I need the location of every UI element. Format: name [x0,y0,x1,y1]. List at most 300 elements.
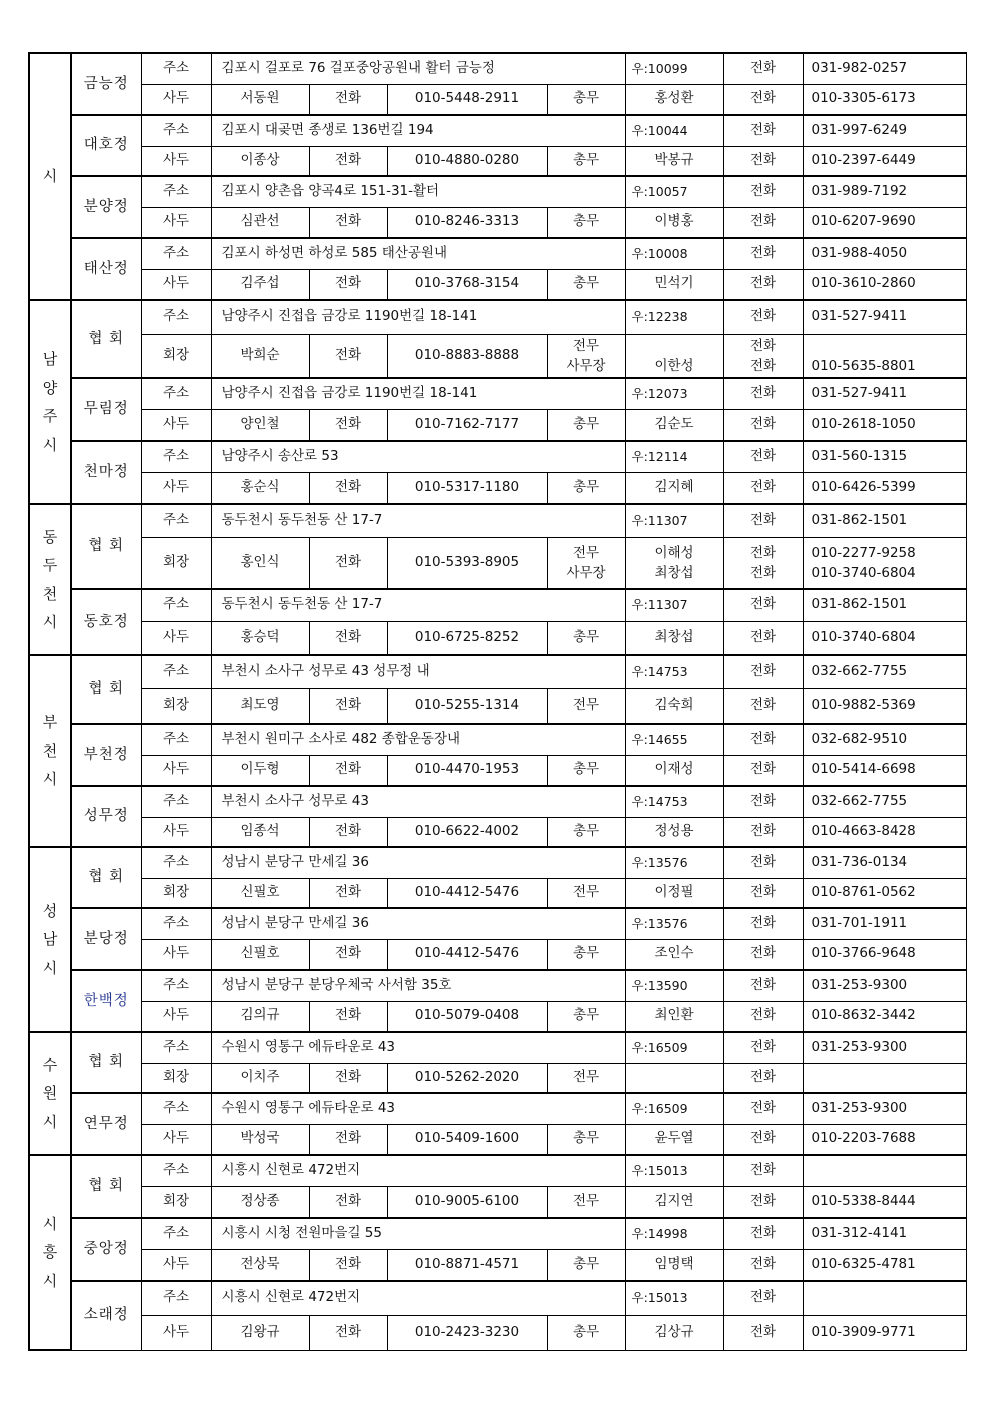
contact-row [29,1001,966,1032]
phone-label: 전화 [723,847,803,878]
address-label: 주소 [141,378,211,409]
contact-row [29,146,966,176]
address-row [29,786,966,817]
second-phone: 010-9882-5369 [803,688,966,724]
zip-code: 우:13590 [625,970,723,1001]
phone-label: 전화 [723,1124,803,1155]
person-title: 사두 [141,146,211,176]
group-name: 무림정 [71,378,141,441]
phone-label: 전화 [309,472,387,504]
person-phone: 010-8883-8888 [387,334,547,378]
region-name: 부 천 시 [29,655,71,847]
second-name: 조인수 [625,939,723,970]
phone-label: 전화 [723,409,803,441]
phone-label: 전화 [309,939,387,970]
person-name: 이두형 [211,755,309,786]
second-title: 총무 [547,409,625,441]
person-title: 사두 [141,1001,211,1032]
address-label: 주소 [141,1093,211,1124]
zip-code: 우:12073 [625,378,723,409]
address-value: 시흥시 신현로 472번지 [211,1155,625,1186]
zip-code: 우:15013 [625,1281,723,1315]
second-phone: 010-2397-6449 [803,146,966,176]
phone-label: 전화 [723,1063,803,1093]
group-name: 천마정 [71,441,141,504]
person-title: 사두 [141,409,211,441]
contact-row [29,207,966,238]
address-value: 시흥시 시청 전원마을길 55 [211,1218,625,1249]
phone-label: 전화 [723,939,803,970]
person-name: 홍인식 [211,537,309,589]
person-name: 최도영 [211,688,309,724]
second-name: 정성용 [625,817,723,847]
office-phone: 031-989-7192 [803,176,966,207]
second-title: 총무 [547,269,625,300]
contact-row [29,688,966,724]
phone-label: 전화 [723,1249,803,1281]
contact-row [29,409,966,441]
phone-label: 전화 [309,269,387,300]
person-name: 김의규 [211,1001,309,1032]
person-phone: 010-8871-4571 [387,1249,547,1281]
person-name: 이치주 [211,1063,309,1093]
office-phone: 031-527-9411 [803,300,966,334]
person-phone: 010-5262-2020 [387,1063,547,1093]
zip-code: 우:12238 [625,300,723,334]
phone-label: 전화 [723,970,803,1001]
phone-label: 전화 [723,207,803,238]
second-phone [803,1063,966,1093]
club-directory-table [28,52,967,1351]
phone-label-line-1: 전화 [749,337,777,354]
address-label: 주소 [141,441,211,472]
region-name: 수 원 시 [29,1032,71,1155]
second-title: 총무 [547,817,625,847]
address-value: 성남시 분당구 만세길 36 [211,847,625,878]
second-phone: 010-3740-6804 [803,621,966,655]
second-name: 김지혜 [625,472,723,504]
second-title-line-1: 전무 [572,544,600,561]
address-row [29,504,966,537]
phone-label-line-1: 전화 [749,544,777,561]
region-name: 동 두 천 시 [29,504,71,655]
phone-label: 전화 [723,817,803,847]
address-value: 남양주시 진접읍 금강로 1190번길 18-141 [211,378,625,409]
address-label: 주소 [141,504,211,537]
person-title: 회장 [141,537,211,589]
second-title: 총무 [547,146,625,176]
contact-row [29,472,966,504]
phone-label [723,537,803,589]
person-phone: 010-7162-7177 [387,409,547,441]
person-phone: 010-4412-5476 [387,939,547,970]
person-name: 서동원 [211,84,309,115]
address-row [29,970,966,1001]
second-name [625,334,723,378]
address-label: 주소 [141,589,211,621]
second-title: 총무 [547,207,625,238]
second-name-line-1 [626,336,723,356]
contact-row [29,878,966,908]
office-phone: 031-736-0134 [803,847,966,878]
address-row [29,1093,966,1124]
address-label: 주소 [141,1155,211,1186]
group-name: 소래정 [71,1281,141,1350]
person-phone: 010-5079-0408 [387,1001,547,1032]
person-title: 사두 [141,817,211,847]
second-title: 전무 [547,878,625,908]
phone-label: 전화 [309,1249,387,1281]
phone-label: 전화 [309,207,387,238]
address-value: 동두천시 동두천동 산 17-7 [211,589,625,621]
person-title: 회장 [141,1186,211,1218]
phone-label: 전화 [309,1124,387,1155]
group-name: 협 회 [71,655,141,724]
group-name: 대호정 [71,115,141,176]
phone-label: 전화 [309,1001,387,1032]
address-row [29,238,966,269]
address-row [29,300,966,334]
address-label: 주소 [141,970,211,1001]
person-title: 사두 [141,207,211,238]
office-phone: 032-682-9510 [803,724,966,755]
phone-label: 전화 [723,1093,803,1124]
address-value: 부천시 소사구 성무로 43 [211,786,625,817]
second-phone-line-1: 010-2277-9258 [811,544,916,561]
phone-label: 전화 [309,878,387,908]
contact-row [29,755,966,786]
person-name: 이종상 [211,146,309,176]
group-name: 연무정 [71,1093,141,1155]
second-phone: 010-3305-6173 [803,84,966,115]
person-phone: 010-5393-8905 [387,537,547,589]
contact-row [29,1315,966,1350]
phone-label: 전화 [723,688,803,724]
address-row [29,115,966,146]
address-value: 김포시 걸포로 76 걸포중앙공원내 활터 금능정 [211,53,625,84]
second-name: 최인환 [625,1001,723,1032]
address-label: 주소 [141,1281,211,1315]
phone-label: 전화 [723,238,803,269]
person-name: 임종석 [211,817,309,847]
second-phone: 010-8632-3442 [803,1001,966,1032]
address-label: 주소 [141,908,211,939]
office-phone [803,1281,966,1315]
person-phone: 010-9005-6100 [387,1186,547,1218]
phone-label: 전화 [723,176,803,207]
second-name: 김순도 [625,409,723,441]
second-title: 총무 [547,1315,625,1350]
phone-label: 전화 [723,621,803,655]
phone-label: 전화 [723,1155,803,1186]
zip-code: 우:13576 [625,908,723,939]
phone-label: 전화 [723,300,803,334]
group-name: 분양정 [71,176,141,238]
contact-row [29,84,966,115]
phone-label: 전화 [723,1186,803,1218]
address-row [29,847,966,878]
second-phone: 010-2618-1050 [803,409,966,441]
address-value: 부천시 원미구 소사로 482 종합운동장내 [211,724,625,755]
contact-row [29,1063,966,1093]
address-row [29,441,966,472]
phone-label: 전화 [309,688,387,724]
address-label: 주소 [141,238,211,269]
zip-code: 우:14998 [625,1218,723,1249]
address-value: 성남시 분당구 분당우체국 사서함 35호 [211,970,625,1001]
second-title-line-2: 사무장 [566,564,606,581]
second-phone: 010-6207-9690 [803,207,966,238]
phone-label-line-2: 전화 [749,564,777,581]
person-title: 사두 [141,1249,211,1281]
address-value: 남양주시 송산로 53 [211,441,625,472]
person-name: 심관선 [211,207,309,238]
second-title: 총무 [547,472,625,504]
second-phone: 010-3909-9771 [803,1315,966,1350]
person-title: 회장 [141,878,211,908]
second-title: 총무 [547,755,625,786]
second-title: 전무 [547,1063,625,1093]
address-label: 주소 [141,1032,211,1063]
person-name: 신필호 [211,939,309,970]
person-phone: 010-6725-8252 [387,621,547,655]
office-phone: 031-997-6249 [803,115,966,146]
address-label: 주소 [141,53,211,84]
address-row [29,589,966,621]
phone-label: 전화 [723,1281,803,1315]
phone-label: 전화 [309,334,387,378]
phone-label: 전화 [723,441,803,472]
second-phone-line-1 [812,336,966,356]
address-label: 주소 [141,115,211,146]
office-phone: 031-862-1501 [803,589,966,621]
person-name: 김주섭 [211,269,309,300]
second-title: 총무 [547,1001,625,1032]
contact-row [29,334,966,378]
phone-label [723,334,803,378]
second-name: 홍성환 [625,84,723,115]
second-phone [803,537,966,589]
region-name: 남 양 주 시 [29,300,71,504]
person-phone: 010-5409-1600 [387,1124,547,1155]
person-title: 사두 [141,472,211,504]
zip-code: 우:13576 [625,847,723,878]
second-name: 김지연 [625,1186,723,1218]
second-name: 이정필 [625,878,723,908]
phone-label: 전화 [723,1001,803,1032]
group-name: 협 회 [71,1155,141,1218]
office-phone: 031-988-4050 [803,238,966,269]
address-row [29,908,966,939]
person-phone: 010-5255-1314 [387,688,547,724]
address-label: 주소 [141,786,211,817]
address-value: 김포시 양촌읍 양곡4로 151-31-활터 [211,176,625,207]
zip-code: 우:16509 [625,1032,723,1063]
phone-label: 전화 [723,724,803,755]
second-phone: 010-4663-8428 [803,817,966,847]
office-phone: 031-982-0257 [803,53,966,84]
second-title-line-2: 사무장 [566,357,606,374]
zip-code: 우:11307 [625,589,723,621]
phone-label: 전화 [723,84,803,115]
address-label: 주소 [141,724,211,755]
zip-code: 우:14753 [625,786,723,817]
person-phone: 010-5317-1180 [387,472,547,504]
second-phone: 010-6325-4781 [803,1249,966,1281]
zip-code: 우:11307 [625,504,723,537]
phone-label: 전화 [309,409,387,441]
person-title: 회장 [141,334,211,378]
group-name: 분당정 [71,908,141,970]
second-name: 민석기 [625,269,723,300]
group-name: 협 회 [71,1032,141,1093]
zip-code: 우:10057 [625,176,723,207]
second-name-line-2: 이한성 [654,357,694,374]
person-name: 홍순식 [211,472,309,504]
person-name: 양인철 [211,409,309,441]
phone-label: 전화 [723,53,803,84]
office-phone: 032-662-7755 [803,655,966,688]
person-name: 홍승덕 [211,621,309,655]
second-title: 전무 [547,688,625,724]
phone-label: 전화 [723,878,803,908]
office-phone: 032-662-7755 [803,786,966,817]
person-phone: 010-6622-4002 [387,817,547,847]
address-row [29,176,966,207]
group-name: 동호정 [71,589,141,655]
contact-row [29,1249,966,1281]
zip-code: 우:12114 [625,441,723,472]
region-name: 시 [29,53,71,300]
phone-label: 전화 [309,621,387,655]
second-name [625,1063,723,1093]
second-title [547,334,625,378]
phone-label: 전화 [723,786,803,817]
person-title: 사두 [141,621,211,655]
address-label: 주소 [141,1218,211,1249]
address-label: 주소 [141,655,211,688]
address-value: 김포시 하성면 하성로 585 태산공원내 [211,238,625,269]
office-phone: 031-560-1315 [803,441,966,472]
office-phone: 031-253-9300 [803,1093,966,1124]
phone-label: 전화 [723,115,803,146]
zip-code: 우:16509 [625,1093,723,1124]
person-title: 사두 [141,939,211,970]
person-name: 박성국 [211,1124,309,1155]
address-value: 김포시 대곶면 종생로 136번길 194 [211,115,625,146]
second-phone: 010-3766-9648 [803,939,966,970]
phone-label: 전화 [723,378,803,409]
contact-row [29,537,966,589]
contact-row [29,1124,966,1155]
group-name: 한백정 [71,970,141,1032]
person-title: 회장 [141,1063,211,1093]
phone-label-line-2: 전화 [749,357,777,374]
second-name: 김상규 [625,1315,723,1350]
group-name: 중앙정 [71,1218,141,1281]
group-name: 성무정 [71,786,141,847]
phone-label: 전화 [723,1315,803,1350]
second-phone: 010-3610-2860 [803,269,966,300]
person-name: 신필호 [211,878,309,908]
second-title: 전무 [547,1186,625,1218]
person-phone: 010-3768-3154 [387,269,547,300]
second-name: 최창섭 [625,621,723,655]
person-phone: 010-8246-3313 [387,207,547,238]
contact-row [29,939,966,970]
phone-label: 전화 [309,1315,387,1350]
second-title: 총무 [547,1249,625,1281]
second-phone: 010-6426-5399 [803,472,966,504]
address-label: 주소 [141,300,211,334]
office-phone: 031-527-9411 [803,378,966,409]
address-value: 수원시 영통구 에듀타운로 43 [211,1032,625,1063]
second-name: 임명택 [625,1249,723,1281]
region-name: 시 흥 시 [29,1155,71,1350]
second-phone-line-2: 010-5635-8801 [811,357,916,374]
group-name: 협 회 [71,847,141,908]
phone-label: 전화 [309,817,387,847]
office-phone: 031-862-1501 [803,504,966,537]
phone-label: 전화 [309,84,387,115]
group-name: 협 회 [71,504,141,589]
phone-label: 전화 [723,472,803,504]
phone-label: 전화 [723,755,803,786]
address-row [29,1155,966,1186]
address-value: 성남시 분당구 만세길 36 [211,908,625,939]
second-phone: 010-5338-8444 [803,1186,966,1218]
contact-row [29,269,966,300]
second-phone-line-2: 010-3740-6804 [811,564,916,581]
second-name: 김숙희 [625,688,723,724]
person-name: 김왕규 [211,1315,309,1350]
second-name-line-2: 최창섭 [654,564,694,581]
region-name: 성 남 시 [29,847,71,1032]
contact-row [29,817,966,847]
phone-label: 전화 [309,755,387,786]
phone-label: 전화 [723,146,803,176]
group-name: 태산정 [71,238,141,300]
person-title: 사두 [141,84,211,115]
second-name: 이재성 [625,755,723,786]
second-title: 총무 [547,621,625,655]
phone-label: 전화 [723,504,803,537]
office-phone [803,1155,966,1186]
zip-code: 우:14753 [625,655,723,688]
person-title: 회장 [141,688,211,724]
person-phone: 010-2423-3230 [387,1315,547,1350]
second-phone [803,334,966,378]
second-phone: 010-2203-7688 [803,1124,966,1155]
person-phone: 010-4880-0280 [387,146,547,176]
address-row [29,655,966,688]
address-value: 시흥시 신현로 472번지 [211,1281,625,1315]
person-phone: 010-4412-5476 [387,878,547,908]
second-name [625,537,723,589]
person-title: 사두 [141,1315,211,1350]
group-name: 금능정 [71,53,141,115]
phone-label: 전화 [723,269,803,300]
address-value: 동두천시 동두천동 산 17-7 [211,504,625,537]
person-phone: 010-5448-2911 [387,84,547,115]
second-phone: 010-8761-0562 [803,878,966,908]
office-phone: 031-701-1911 [803,908,966,939]
second-name: 이병홍 [625,207,723,238]
person-title: 사두 [141,1124,211,1155]
person-name: 전상묵 [211,1249,309,1281]
phone-label: 전화 [723,1032,803,1063]
zip-code: 우:10099 [625,53,723,84]
